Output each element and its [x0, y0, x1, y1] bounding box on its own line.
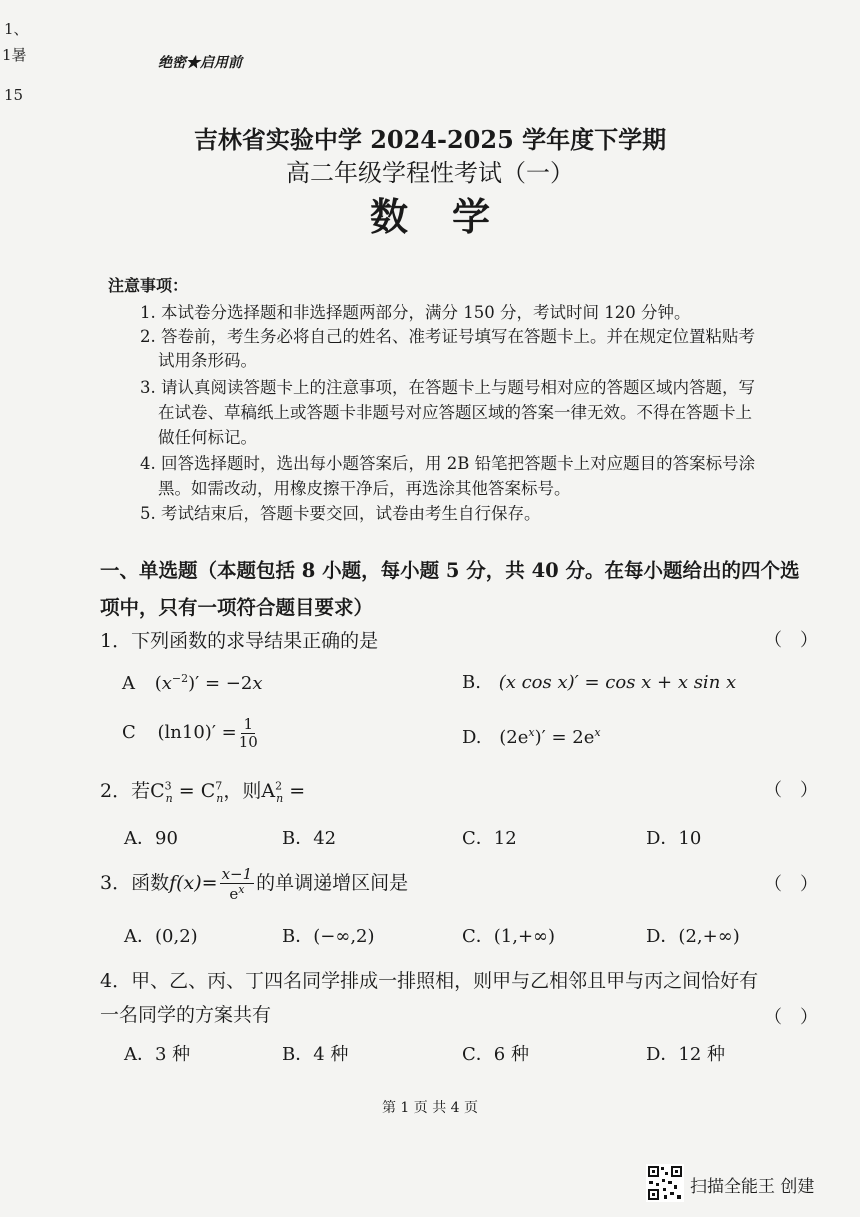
section-heading-line2: 项中，只有一项符合题目要求）	[100, 596, 374, 619]
q1-d-base: (2e	[499, 727, 529, 748]
option-label: C	[122, 722, 136, 743]
q4-option-d: D．12 种	[646, 1044, 726, 1065]
q1-c-den: 10	[238, 732, 258, 751]
section-heading-line1: 一、单选题（本题包括 8 小题，每小题 5 分，共 40 分。在每小题给出的四个选	[100, 559, 800, 582]
subject-title: 数学	[369, 194, 534, 239]
q2-option-c: C．12	[462, 828, 517, 849]
q3-option-b: B．(−∞,2)	[282, 926, 375, 947]
page-number: 第 1 页 共 4 页	[381, 1100, 479, 1116]
notice-line: 在试卷、草稿纸上或答题卡非题号对应答题区域的答案一律无效。不得在答题卡上	[158, 403, 752, 422]
q3-option-d: D．(2,+∞)	[646, 926, 740, 947]
q2-option-a: A．90	[124, 828, 178, 849]
question-3-stem: 3．函数f(x)= $\frac{x-1}{e^x}$ 的单调递增区间是	[100, 865, 409, 903]
question-2-stem: 2．若$C^3_n = C^7_n$，则$A^2_n$ =	[100, 779, 306, 805]
notice-heading: 注意事项：	[108, 276, 189, 295]
q4-option-c: C．6 种	[462, 1044, 529, 1065]
q3-function: f(x)=	[169, 872, 218, 894]
q3-option-a: A．(0,2)	[124, 926, 198, 947]
q1-option-d: D. $(2e^x)' = 2e^x$	[462, 726, 601, 748]
option-label: A	[122, 673, 135, 694]
margin-note-3: 15	[4, 86, 24, 104]
q3-frac-den: e	[229, 884, 239, 903]
q1-c-num: 1	[243, 715, 254, 733]
scanner-brand-watermark: 扫描全能王 创建	[690, 1177, 815, 1197]
question-4-stem-line1: 4．甲、乙、丙、丁四名同学排成一排照相，则甲与乙相邻且甲与丙之间恰好有	[100, 970, 759, 992]
q2-prefix: 2．若	[100, 780, 151, 802]
answer-paren: （ ）	[764, 874, 818, 895]
question-1-stem: 1．下列函数的求导结果正确的是	[100, 630, 379, 652]
exam-title-line2: 高二年级学程性考试（一）	[286, 159, 574, 187]
q3-prefix: 3．函数	[100, 872, 170, 894]
notice-line: 2. 答卷前，考生务必将自己的姓名、准考证号填写在答题卡上。并在规定位置粘贴考	[140, 327, 755, 346]
q1-c-base: (ln10)	[157, 722, 212, 743]
question-4-stem-line2: 一名同学的方案共有	[100, 1004, 272, 1026]
notice-line: 1. 本试卷分选择题和非选择题两部分，满分 150 分，考试时间 120 分钟。	[140, 303, 691, 322]
notice-line: 做任何标记。	[158, 428, 257, 447]
q3-suffix: 的单调递增区间是	[256, 872, 409, 894]
q2-option-d: D．10	[646, 828, 702, 849]
secret-mark: 绝密★启用前	[158, 55, 242, 71]
q1-d-rhs: = 2e	[551, 727, 595, 748]
answer-paren: （ ）	[764, 780, 818, 801]
q2-option-b: B．42	[282, 828, 337, 849]
q3-frac-num: x−1	[221, 865, 253, 883]
notice-line: 4. 回答选择题时，选出每小题答案后，用 2B 铅笔把答题卡上对应题目的答案标号涂	[140, 454, 756, 473]
q1-a-var: x	[252, 673, 263, 694]
q1-b-rhs: = cos x + x sin x	[584, 672, 737, 693]
option-label: B.	[462, 672, 481, 693]
exam-title-line1: 吉林省实验中学 2024-2025 学年度下学期	[193, 125, 667, 154]
q1-b-expr: x cos x	[505, 672, 568, 693]
notice-line: 3. 请认真阅读答题卡上的注意事项，在答题卡上与题号相对应的答题区域内答题，写	[140, 378, 755, 397]
q1-option-b: B. (x cos x)′ = cos x + x sin x	[462, 672, 737, 693]
notice-line: 黑。如需改动，用橡皮擦干净后，再选涂其他答案标号。	[158, 479, 571, 498]
qr-code-icon	[646, 1164, 684, 1202]
q1-option-c: C (ln10)′ = $\frac{1}{10}$	[122, 715, 258, 751]
q4-option-b: B．4 种	[282, 1044, 349, 1065]
q3-option-c: C．(1,+∞)	[462, 926, 556, 947]
q4-option-a: A．3 种	[124, 1044, 191, 1065]
q1-option-a: A $(x^{-2})' = -2x$	[122, 672, 263, 694]
notice-line: 试用条形码。	[158, 351, 257, 370]
notice-line: 5. 考试结束后，答题卡要交回，试卷由考生自行保存。	[140, 504, 541, 523]
answer-paren: （ ）	[764, 630, 818, 651]
q2-mid: ，则	[223, 780, 262, 802]
margin-note-2: 1暑	[2, 46, 27, 64]
option-label: D.	[462, 727, 482, 748]
margin-note-1: 1、	[4, 20, 29, 38]
answer-paren: （ ）	[764, 1007, 818, 1028]
q1-a-rhs: = −2	[204, 673, 253, 694]
